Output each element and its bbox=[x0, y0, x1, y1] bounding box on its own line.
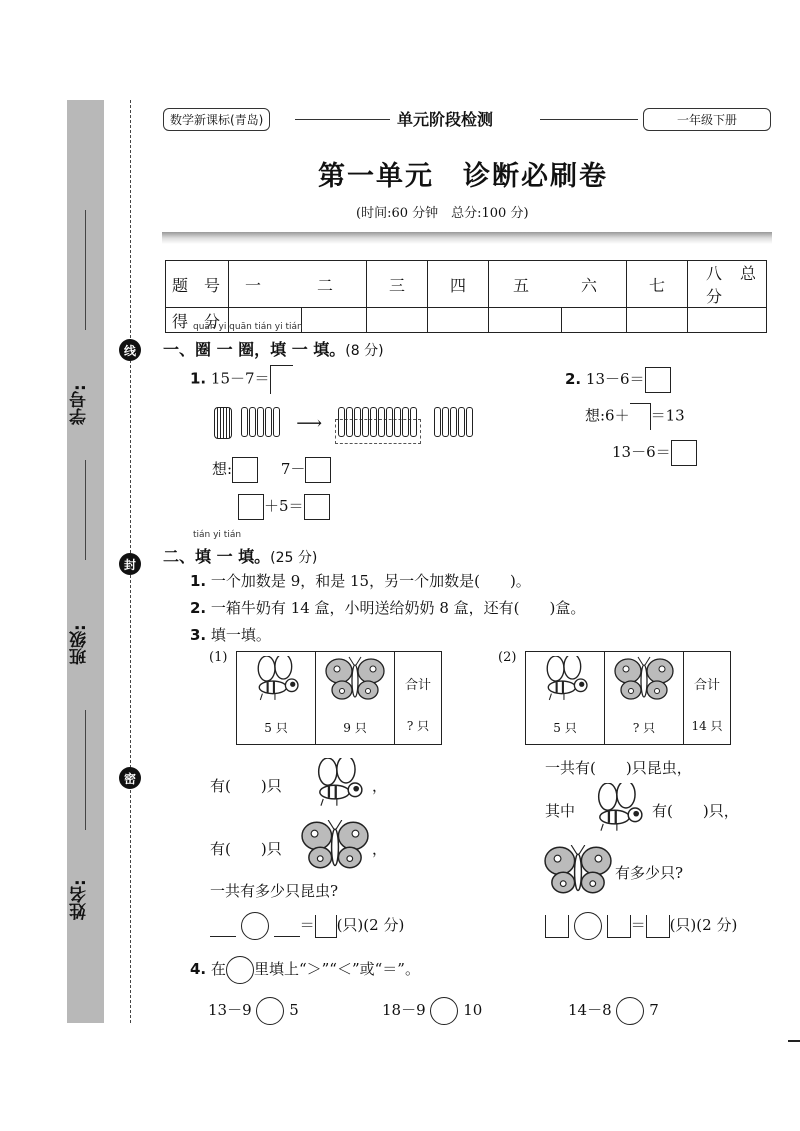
compare-3: 14－8 7 bbox=[568, 997, 659, 1025]
score-header-cell: 三 bbox=[367, 261, 428, 308]
s1-q2: 2. 13－6＝ bbox=[565, 367, 671, 393]
blank[interactable] bbox=[274, 916, 300, 937]
answer-box[interactable] bbox=[304, 494, 330, 520]
operator-circle[interactable] bbox=[241, 912, 269, 940]
right-line-3: 有多少只? bbox=[615, 864, 684, 882]
picture-table-2 bbox=[525, 651, 731, 745]
left-line-2: 有( )只 bbox=[210, 840, 282, 858]
compare-circle[interactable] bbox=[616, 997, 644, 1025]
answer-box[interactable] bbox=[238, 494, 264, 520]
s2-q3: 3. 填一填。 bbox=[190, 626, 271, 644]
butterfly-cell: 9 只 bbox=[316, 652, 395, 745]
sticks-group-1 bbox=[241, 422, 281, 441]
class-line-top bbox=[85, 460, 86, 560]
score-cell[interactable] bbox=[367, 308, 428, 333]
binding-strip bbox=[67, 100, 104, 1023]
arrow-icon: ⟶ bbox=[296, 413, 322, 434]
butterfly-icon bbox=[325, 656, 385, 702]
score-header-cell: 四 bbox=[428, 261, 489, 308]
score-header-row bbox=[166, 261, 767, 308]
section1-pinyin: quān yi quān tián yi tián bbox=[193, 322, 303, 332]
left-line-2-comma: ， bbox=[372, 840, 388, 858]
right-line-2b: 有( )只， bbox=[652, 802, 739, 820]
cut-mark-2: 封 bbox=[119, 553, 141, 575]
id-line bbox=[85, 210, 86, 330]
s2-q1: 1. 一个加数是 9，和是 15，另一个加数是( )。 bbox=[190, 572, 531, 590]
compare-1: 13－9 5 bbox=[208, 997, 299, 1025]
score-header-cell: 一 二 bbox=[229, 261, 367, 308]
total-cell: 合计 14 只 bbox=[684, 652, 731, 745]
right-line-1: 一共有( )只昆虫， bbox=[545, 759, 692, 777]
right-line-2a: 其中 bbox=[545, 802, 576, 820]
header-center: 单元阶段检测 bbox=[397, 110, 494, 129]
page-edge-mark bbox=[788, 1040, 800, 1042]
answer-box[interactable] bbox=[645, 367, 671, 393]
left-equation: ＝ (只)(2 分) bbox=[210, 912, 404, 940]
circle-symbol bbox=[226, 956, 254, 984]
class-label: 班级: bbox=[70, 624, 90, 666]
s2-q2: 2. 一箱牛奶有 14 盒，小明送给奶奶 8 盒，还有( )盒。 bbox=[190, 599, 586, 617]
bee-icon bbox=[540, 656, 590, 702]
score-header-cell: 八 总 分 bbox=[688, 261, 767, 308]
section1-heading: 一、圈 一 圈，填 一 填。(8 分) bbox=[163, 340, 384, 359]
blank[interactable] bbox=[210, 916, 236, 937]
page-title: 第一单元 诊断必刷卷 bbox=[318, 161, 608, 192]
bee-cell: 5 只 bbox=[526, 652, 605, 745]
exam-info: (时间:60 分钟 总分:100 分) bbox=[356, 206, 529, 221]
answer-box[interactable] bbox=[305, 457, 331, 483]
bee-cell: 5 只 bbox=[237, 652, 316, 745]
name-label: 姓名: bbox=[70, 879, 90, 921]
butterfly-icon bbox=[543, 845, 613, 895]
name-line-top bbox=[85, 710, 86, 830]
answer-box[interactable] bbox=[607, 915, 631, 938]
left-line-1: 有( )只 bbox=[210, 777, 282, 795]
score-header-cell: 题 号 bbox=[166, 261, 229, 308]
compare-circle[interactable] bbox=[430, 997, 458, 1025]
p2-label: (2) bbox=[498, 650, 517, 665]
score-cell[interactable] bbox=[302, 308, 367, 333]
cut-mark-3: 密 bbox=[119, 767, 141, 789]
s1-q1: 1. 15－7＝ bbox=[190, 365, 293, 394]
compare-2: 18－9 10 bbox=[382, 997, 482, 1025]
score-cell[interactable] bbox=[562, 308, 627, 333]
course-tag: 数学新课标(青岛) bbox=[163, 108, 270, 131]
operator-circle[interactable] bbox=[574, 912, 602, 940]
section2-heading: 二、填 一 填。(25 分) bbox=[163, 547, 318, 566]
sticks-group-2 bbox=[335, 419, 421, 444]
header-rule-left bbox=[295, 119, 390, 120]
left-line-1-comma: ， bbox=[372, 777, 388, 795]
score-cell[interactable] bbox=[489, 308, 562, 333]
answer-box[interactable] bbox=[232, 457, 258, 483]
answer-box[interactable] bbox=[630, 403, 651, 430]
bee-icon bbox=[251, 656, 301, 702]
score-cell[interactable] bbox=[428, 308, 489, 333]
header-band bbox=[162, 232, 772, 244]
butterfly-cell: ? 只 bbox=[605, 652, 684, 745]
score-header-cell: 五 六 bbox=[489, 261, 627, 308]
score-cell[interactable] bbox=[688, 308, 767, 333]
score-row-label: 得 分 bbox=[166, 308, 229, 333]
s1-q1-think2: ＋5＝ bbox=[238, 494, 330, 520]
right-equation: ＝ (只)(2 分) bbox=[545, 912, 737, 940]
header-rule-right bbox=[540, 119, 638, 120]
s1-q2-think: 想:6＋ ＝13 bbox=[585, 403, 685, 430]
picture-table-1 bbox=[236, 651, 442, 745]
sticks-illustration bbox=[214, 407, 474, 441]
answer-box[interactable] bbox=[315, 915, 337, 938]
score-cell[interactable] bbox=[627, 308, 688, 333]
butterfly-icon bbox=[300, 820, 370, 870]
p1-label: (1) bbox=[209, 650, 228, 665]
butterfly-icon bbox=[614, 656, 674, 702]
answer-box[interactable] bbox=[270, 365, 293, 394]
student-id-label: 学号: bbox=[70, 384, 90, 426]
cut-mark-1: 线 bbox=[119, 339, 141, 361]
answer-box[interactable] bbox=[545, 915, 569, 938]
total-cell: 合计 ? 只 bbox=[395, 652, 442, 745]
s1-q2-expr2: 13－6＝ bbox=[612, 440, 697, 466]
compare-circle[interactable] bbox=[256, 997, 284, 1025]
grade-tag: 一年级下册 bbox=[643, 108, 771, 131]
score-header-cell: 七 bbox=[627, 261, 688, 308]
bundle-of-ten-icon bbox=[214, 407, 232, 439]
bee-icon bbox=[590, 783, 646, 833]
s1-q1-think: 想: 7－ bbox=[212, 457, 331, 483]
s2-q4: 4. 在 里填上“＞”“＜”或“＝”。 bbox=[190, 956, 420, 984]
answer-box[interactable] bbox=[671, 440, 697, 466]
bee-icon bbox=[310, 758, 366, 808]
left-line-3: 一共有多少只昆虫? bbox=[210, 882, 339, 900]
sticks-group-3 bbox=[434, 422, 474, 441]
answer-box[interactable] bbox=[646, 915, 670, 938]
section2-pinyin: tián yi tián bbox=[193, 530, 242, 540]
